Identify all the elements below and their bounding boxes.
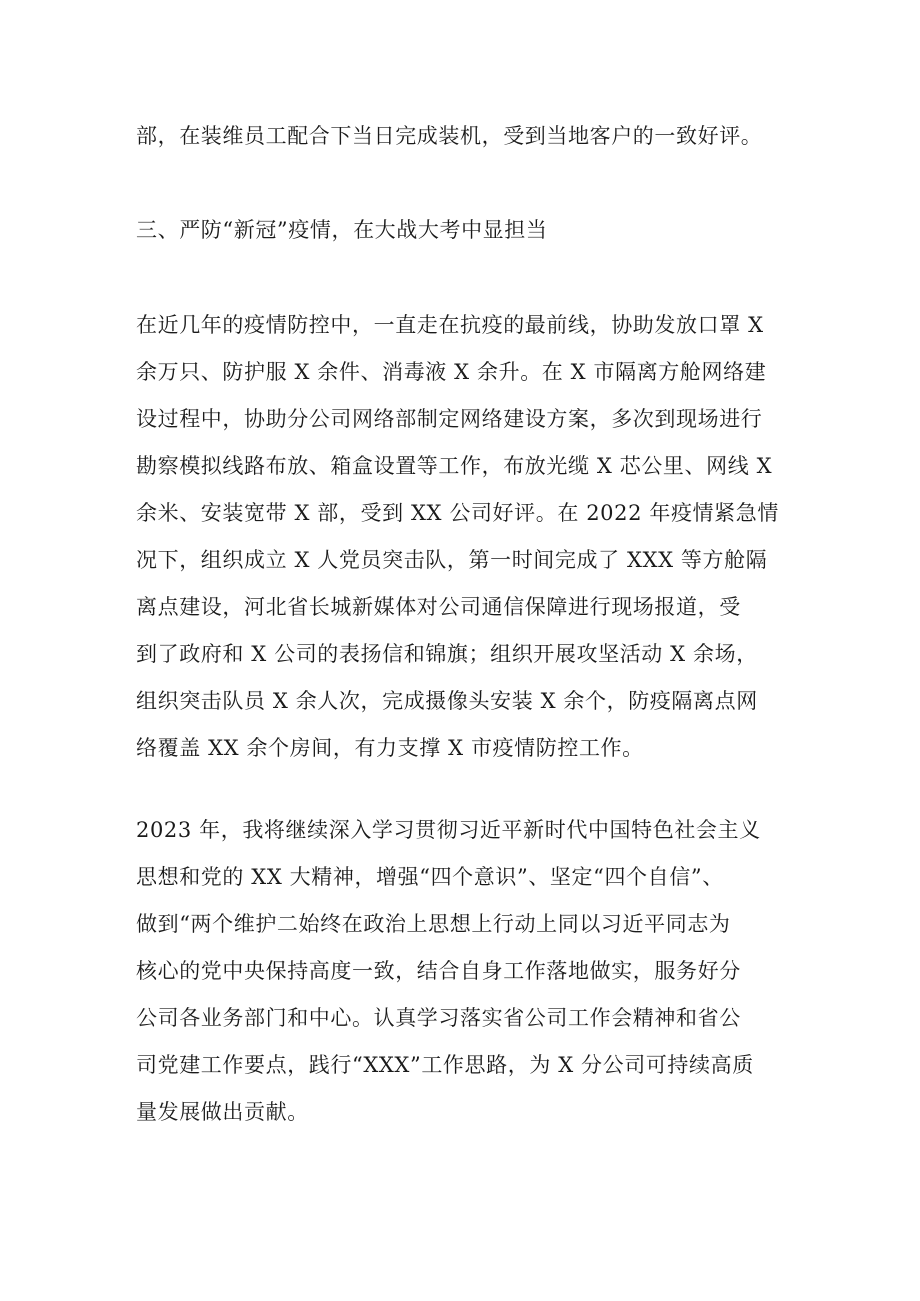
paragraph-line: 量发展做出贡献。: [136, 1100, 309, 1124]
section-heading: 三、严防“新冠”疫情，在大战大考中显担当: [136, 218, 548, 242]
paragraph-line: 司党建工作要点，践行“XXX”工作思路，为 X 分公司可持续高质: [136, 1053, 754, 1077]
paragraph-line: 在近几年的疫情防控中，一直走在抗疫的最前线，协助发放口罩 X: [136, 313, 764, 337]
paragraph-line: 络覆盖 XX 余个房间，有力支撑 X 市疫情防控工作。: [136, 736, 644, 760]
paragraph-line: 到了政府和 X 公司的表扬信和锦旗；组织开展攻坚活动 X 余场，: [136, 642, 758, 666]
paragraph-line: 设过程中，协助分公司网络部制定网络建设方案，多次到现场进行: [136, 407, 763, 431]
continuation-line: 部，在装维员工配合下当日完成装机，受到当地客户的一致好评。: [136, 124, 763, 148]
paragraph-line: 勘察模拟线路布放、箱盒设置等工作，布放光缆 X 芯公里、网线 X: [136, 454, 773, 478]
paragraph-line: 核心的党中央保持高度一致，结合自身工作落地做实，服务好分: [136, 959, 741, 983]
paragraph-line: 2023 年，我将继续深入学习贯彻习近平新时代中国特色社会主义: [136, 818, 761, 842]
paragraph-line: 思想和党的 XX 大精神，增强“四个意识”、坚定“四个自信”、: [136, 865, 724, 889]
paragraph-line: 公司各业务部门和中心。认真学习落实省公司工作会精神和省公: [136, 1006, 741, 1030]
paragraph-line: 做到“两个维护二始终在政治上思想上行动上同以习近平同志为: [136, 912, 731, 936]
paragraph-line: 余万只、防护服 X 余件、消毒液 X 余升。在 X 市隔离方舱网络建: [136, 360, 767, 384]
paragraph-line: 离点建设，河北省长城新媒体对公司通信保障进行现场报道，受: [136, 595, 741, 619]
paragraph-line: 况下，组织成立 X 人党员突击队，第一时间完成了 XXX 等方舱隔: [136, 548, 768, 572]
paragraph-line: 余米、安装宽带 X 部，受到 XX 公司好评。在 2022 年疫情紧急情: [136, 501, 779, 525]
paragraph-line: 组织突击队员 X 余人次，完成摄像头安装 X 余个，防疫隔离点网: [136, 689, 758, 713]
